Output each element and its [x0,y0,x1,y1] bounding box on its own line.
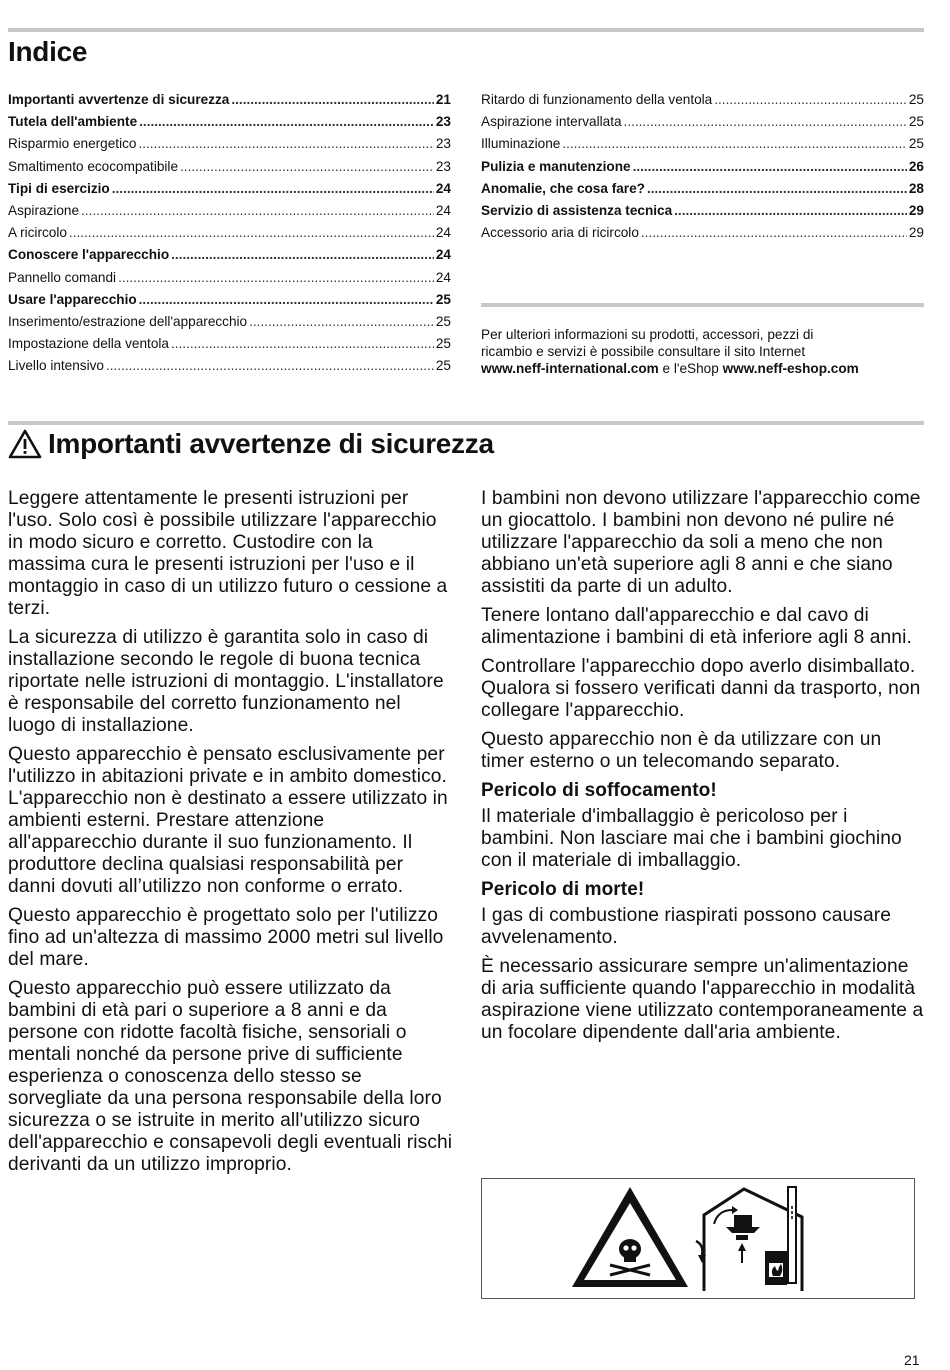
toc-entry[interactable] [8,358,451,380]
toc-leader-dots [69,225,434,240]
toc-entry-page: 23 [435,114,451,130]
toc-entry-label: Aspirazione intervallata [481,114,622,130]
toc-entry-page: 28 [908,180,924,196]
toc-leader-dots [139,292,434,307]
toc-entry-label: Smaltimento ecocompatibile [8,158,179,174]
safety-paragraph: Tenere lontano dall'apparecchio e dal cavo di alimentazione i bambini di età inferiore agli 8 anni. [481,605,912,648]
info-mid-text: e l'eShop [658,361,723,376]
eshop-link[interactable]: www.neff-eshop.com [722,361,859,376]
toc-entry[interactable] [481,225,924,247]
toc-leader-dots [714,92,907,107]
toc-leader-dots [633,159,907,174]
toc-leader-dots [180,159,434,174]
toc-entry-label: Usare l'apparecchio [8,291,137,307]
toc-entry-page: 23 [435,136,451,152]
toc-leader-dots [249,314,434,329]
safety-paragraph: Questo apparecchio è progettato solo per l'utilizzo fino ad un'altezza di massimo 2000 metri sul livello del mare. [8,905,444,970]
toc-entry[interactable] [8,159,451,181]
toc-entry-label: Aspirazione [8,202,80,218]
toc-entry-page: 29 [908,202,924,218]
toc-entry-page: 24 [435,247,451,263]
toc-leader-dots [81,203,434,218]
toc-entry[interactable] [8,292,451,314]
safety-paragraph: Questo apparecchio può essere utilizzato da bambini di età pari o superiore a 8 anni e da persone con ridotte facoltà fisiche, sensoriali o mentali nonché da persone prive di sufficiente esperienza o conoscenza dello stesso se sorvegliate da una persona responsabile della loro sicurezza o se istruite in merito all'utilizzo sicuro dell'apparecchio e consapevoli degli eventuali rischi derivanti da un utilizzo improprio. [8,978,453,1175]
toc-entry-label: Risparmio energetico [8,136,137,152]
safety-paragraph: Controllare l'apparecchio dopo averlo disimballato. Qualora si fossero verificati danni da trasporto, non collegare l'apparecchio. [481,656,921,721]
toc-entry-label: Importanti avvertenze di sicurezza [8,92,230,107]
safety-paragraph: I bambini non devono utilizzare l'apparecchio come un giocattolo. I bambini non devono né pulire né utilizzare l'apparecchio da soli a meno che non abbiano un'età superiore agli 8 anni e che siano assistiti da parte di un adulto. [481,488,921,597]
safety-paragraph: Questo apparecchio non è da utilizzare con un timer esterno o un telecomando separato. [481,729,882,772]
toc-entry-label: Inserimento/estrazione dell'apparecchio [8,313,248,329]
toc-leader-dots [231,92,434,107]
toc-entry[interactable] [8,247,451,269]
toc-entry[interactable] [8,181,451,203]
toc-entry-label: A ricircolo [8,225,67,241]
toc-leader-dots [118,270,434,285]
toc-leader-dots [647,181,907,196]
toc-leader-dots [112,181,434,196]
info-rule [481,303,924,307]
toc-entry[interactable] [481,159,924,181]
toc-entry-page: 25 [435,313,451,329]
safety-paragraph: La sicurezza di utilizzo è garantita solo in caso di installazione secondo le regole di buona tecnica riportate nelle istruzioni di montaggio. L'installatore è responsabile del corretto funzionamento nel luogo di installazione. [8,627,444,736]
safety-left-column [8,488,453,1183]
toc-entry[interactable] [8,336,451,358]
toc-entry-page: 26 [908,158,924,174]
toc-entry-label: Pulizia e manutenzione [481,158,631,174]
safety-right-column [481,488,926,1051]
toc-entry[interactable] [481,181,924,203]
toc-entry[interactable] [481,114,924,136]
poison-gas-warning-illustration [481,1178,915,1299]
toc-right-column [481,92,924,247]
toc-entry[interactable] [8,203,451,225]
info-block [481,326,924,377]
toc-entry-label: Ritardo di funzionamento della ventola [481,92,713,107]
safety-paragraph: Leggere attentamente le presenti istruzioni per l'uso. Solo così è possibile utilizzare l'apparecchio in modo sicuro e corretto. Custodire con la massima cura le presenti istruzioni per l'uso e il montaggio in caso di un utilizzo futuro o cessione a terzi. [8,488,448,619]
info-line-3 [481,360,924,377]
toc-entry-page: 29 [908,225,924,241]
toc-entry-page: 25 [908,114,924,130]
toc-entry-page: 25 [435,358,451,374]
death-text-1: I gas di combustione riaspirati possono causare avvelenamento. [481,905,891,948]
toc-entry-page: 21 [435,92,451,107]
toc-leader-dots [106,358,434,373]
toc-left-column [8,92,451,380]
toc-leader-dots [624,114,907,129]
toc-entry-label: Livello intensivo [8,358,104,374]
death-text-2: È necessario assicurare sempre un'alimentazione di aria sufficiente quando l'apparecchio in modalità aspirazione viene utilizzato contemporaneamente a un focolare dipendente dall'aria ambiente. [481,956,924,1043]
website-link[interactable]: www.neff-international.com [481,361,659,376]
death-heading: Pericolo di morte! [481,879,645,900]
toc-entry-page: 24 [435,269,451,285]
toc-entry-page: 25 [435,336,451,352]
toc-entry[interactable] [8,225,451,247]
suffocation-text: Il materiale d'imballaggio è pericoloso per i bambini. Non lasciare mai che i bambini giochino con il materiale di imballaggio. [481,806,902,871]
safety-paragraph: Questo apparecchio è pensato esclusivamente per l'utilizzo in abitazioni private e in ambito domestico. L'apparecchio non è destinato a essere utilizzato in ambienti esterni. Prestare attenzione all'apparecchio durante il suo funzionamento. Il produttore declina qualsiasi responsabilità per danni dovuti all’utilizzo non conforme o errato. [8,744,448,897]
toc-entry-label: Impostazione della ventola [8,336,169,352]
toc-entry-label: Tipi di esercizio [8,180,110,196]
toc-leader-dots [139,114,434,129]
toc-entry-label: Pannello comandi [8,269,117,285]
safety-title-text: Importanti avvertenze di sicurezza [48,428,494,459]
toc-entry-page: 25 [908,92,924,107]
toc-leader-dots [562,136,907,151]
toc-leader-dots [171,247,434,262]
toc-entry[interactable] [481,136,924,158]
toc-entry[interactable] [8,270,451,292]
toc-entry-label: Tutela dell'ambiente [8,114,138,130]
toc-entry-label: Conoscere l'apparecchio [8,247,170,263]
toc-entry-page: 24 [435,225,451,241]
info-line-2: ricambio e servizi è possibile consultare il sito Internet [481,344,806,359]
illustration-drawing [482,1179,914,1298]
warning-triangle-icon [8,428,42,460]
toc-entry-label: Accessorio aria di ricircolo [481,225,639,241]
toc-entry-page: 25 [435,291,451,307]
toc-leader-dots [171,336,434,351]
top-rule [8,28,924,32]
toc-leader-dots [138,136,433,151]
toc-entry[interactable] [481,203,924,225]
toc-entry[interactable] [8,314,451,336]
toc-entry[interactable] [8,136,451,158]
toc-entry-label: Illuminazione [481,136,561,152]
toc-entry-page: 25 [908,136,924,152]
suffocation-heading: Pericolo di soffocamento! [481,780,717,801]
toc-leader-dots [674,203,907,218]
toc-entry-page: 23 [435,158,451,174]
toc-entry-label: Anomalie, che cosa fare? [481,180,645,196]
toc-entry[interactable] [8,114,451,136]
section-rule [8,421,924,425]
toc-entry-label: Servizio di assistenza tecnica [481,202,673,218]
toc-entry-page: 24 [435,180,451,196]
toc-entry-page: 24 [435,202,451,218]
toc-entry[interactable] [8,92,451,114]
safety-title [8,428,494,460]
toc-leader-dots [641,225,907,240]
toc-entry[interactable] [481,92,924,114]
index-title: Indice [8,36,88,67]
page-number: 21 [904,1352,920,1368]
info-line-1: Per ulteriori informazioni su prodotti, accessori, pezzi di [481,327,814,342]
